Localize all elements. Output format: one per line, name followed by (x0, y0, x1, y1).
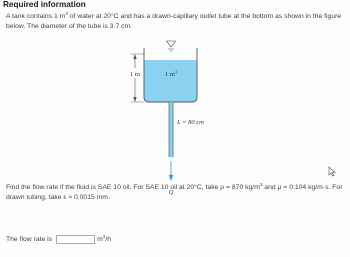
answer-unit: $m^3/h$ (97, 233, 111, 243)
problem-question: Find the flow rate if the fluid is SAE 10 oil. For SAE 10 oil at 20°C, take ρ = 870 $kg/m^3$ and μ = 0.104 kg/m·s. For drawn tubing, take ε ≈ 0.0015 mm. (6, 182, 343, 201)
free-surface-icon (167, 41, 176, 47)
flow-label: Q (168, 189, 174, 196)
problem-intro: A tank contains 1 $m^3$ of water at 20°C and has a drawn-capillary outlet tube at the bottom as shown in the figure below. The diameter of the tube is 3.7 cm. (6, 11, 342, 30)
tube-length-label: L = 80 cm (177, 119, 204, 126)
flow-rate-input[interactable] (56, 235, 95, 244)
pointer-cursor-icon (328, 166, 336, 177)
height-label: 1 m (130, 71, 140, 78)
volume-label: 1 $m^3$ (164, 69, 178, 78)
flow-arrow-icon (169, 175, 173, 181)
answer-prefix: The flow rate is (6, 235, 53, 243)
outlet-tube (169, 102, 173, 157)
section-heading: Required information (3, 0, 86, 9)
answer-row (6, 233, 111, 245)
tank-water (144, 60, 197, 102)
